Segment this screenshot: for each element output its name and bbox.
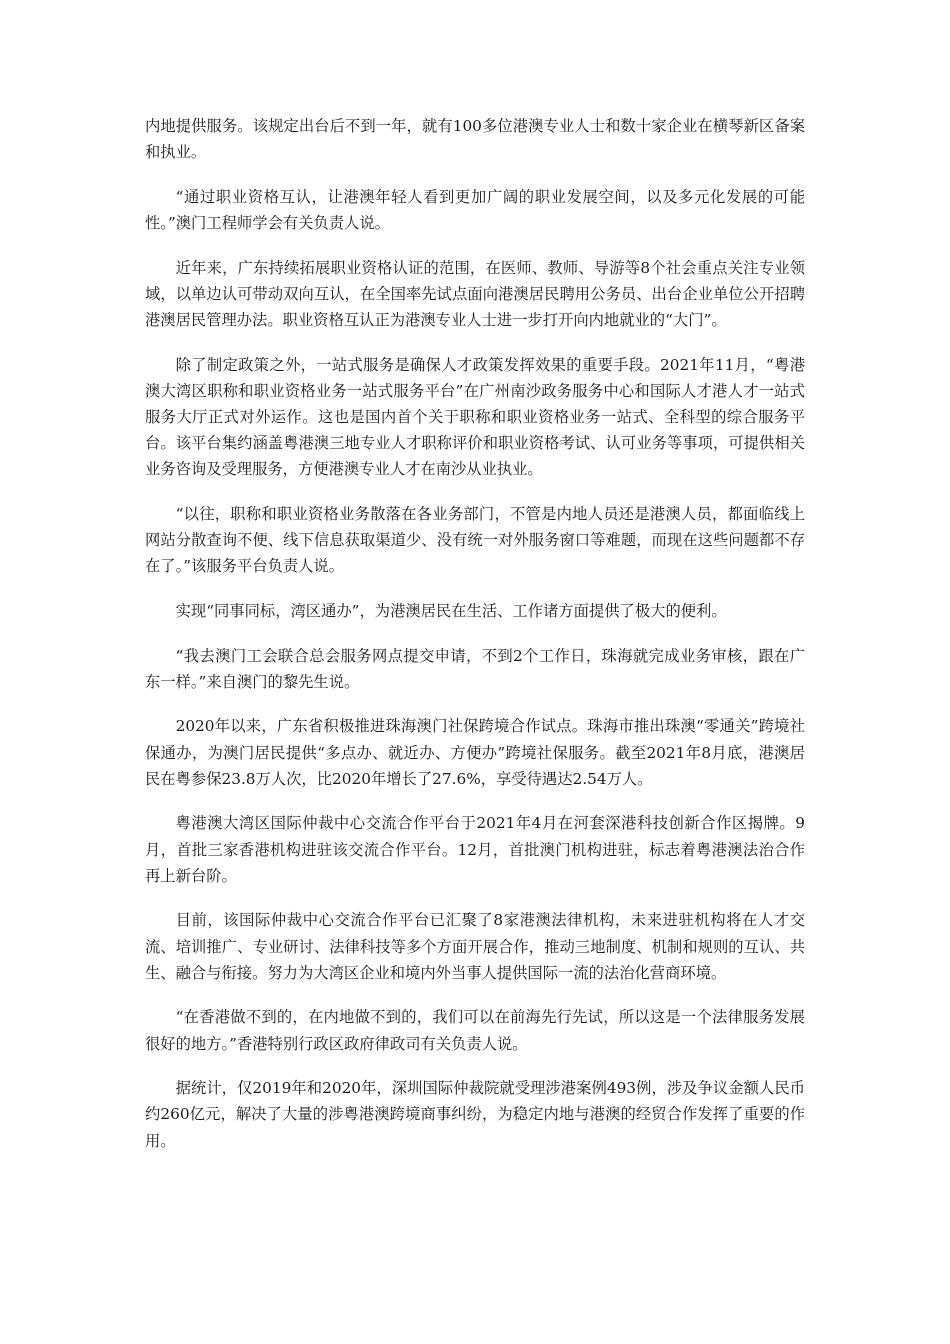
paragraph-continuation: 内地提供服务。该规定出台后不到一年，就有100多位港澳专业人士和数十家企业在横琴新区备案和执业。 [145,117,805,162]
paragraph: “我去澳门工会联合总会服务网点提交申请，不到2个工作日，珠海就完成业务审核，跟在广东一样。”来自澳门的黎先生说。 [145,646,805,691]
paragraph: 除了制定政策之外，一站式服务是确保人才政策发挥效果的重要手段。2021年11月，“粤港澳大湾区职称和职业资格业务一站式服务平台”在广州南沙政务服务中心和国际人才港人才一站式服务大厅正式对外运作。这也是国内首个关于职称和职业资格业务一站式、全科型的综合服务平台。该平台集约涵盖粤港澳三地专业人才职称评价和职业资格考试、认可业务等事项，可提供相关业务咨询及受理服务，方便港澳专业人才在南沙从业执业。 [145,355,805,479]
paragraph: “以往，职称和职业资格业务散落在各业务部门，不管是内地人员还是港澳人员，都面临线上网站分散查询不便、线下信息获取渠道少、没有统一对外服务窗口等难题，而现在这些问题都不存在了。”该服务平台负责人说。 [145,505,805,576]
paragraph: 实现“同事同标，湾区通办”，为港澳居民在生活、工作诸方面提供了极大的便利。 [175,602,727,620]
paragraph: 2020年以来，广东省积极推进珠海澳门社保跨境合作试点。珠海市推出珠澳“零通关”跨境社保通办，为澳门居民提供“多点办、就近办、方便办”跨境社保服务。截至2021年8月底，港澳居民在粤参保23.8万人次，比2020年增长了27.6%，享受待遇达2.54万人。 [145,717,805,788]
paragraph: 据统计，仅2019年和2020年，深圳国际仲裁院就受理涉港案例493例，涉及争议金额人民币约260亿元，解决了大量的涉粤港澳跨境商事纠纷，为稳定内地与港澳的经贸合作发挥了重要的作用。 [145,1079,805,1150]
document-body [145,113,805,1172]
paragraph: “在香港做不到的，在内地做不到的，我们可以在前海先行先试，所以这是一个法律服务发展很好的地方。”香港特别行政区政府律政司有关负责人说。 [145,1008,805,1053]
paragraph: “通过职业资格互认，让港澳年轻人看到更加广阔的职业发展空间，以及多元化发展的可能性。”澳门工程师学会有关负责人说。 [145,187,805,232]
paragraph: 粤港澳大湾区国际仲裁中心交流合作平台于2021年4月在河套深港科技创新合作区揭牌。9月，首批三家香港机构进驻该交流合作平台。12月，首批澳门机构进驻，标志着粤港澳法治合作再上新台阶。 [145,814,805,885]
paragraph: 近年来，广东持续拓展职业资格认证的范围，在医师、教师、导游等8个社会重点关注专业领域，以单边认可带动双向互认，在全国率先试点面向港澳居民聘用公务员、出台企业单位公开招聘港澳居民管理办法。职业资格互认正为港澳专业人士进一步打开向内地就业的“大门”。 [145,258,805,329]
paragraph: 目前，该国际仲裁中心交流合作平台已汇聚了8家港澳法律机构，未来进驻机构将在人才交流、培训推广、专业研讨、法律科技等多个方面开展合作，推动三地制度、机制和规则的互认、共生、融合与衔接。努力为大湾区企业和境内外当事人提供国际一流的法治化营商环境。 [145,911,805,982]
